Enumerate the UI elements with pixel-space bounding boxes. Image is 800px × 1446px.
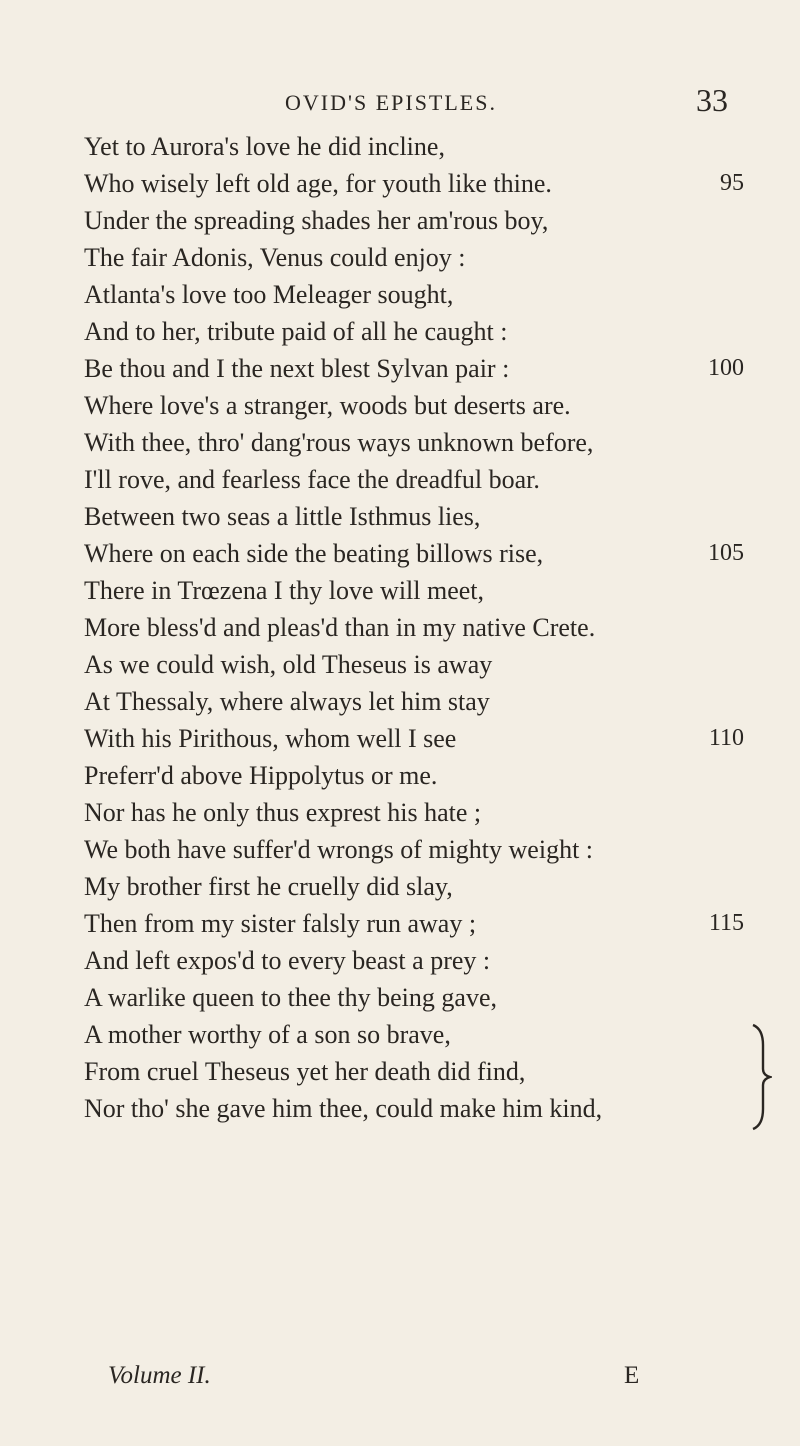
running-head: OVID'S EPISTLES. (285, 90, 497, 115)
page-number: 33 (696, 82, 728, 118)
line-number: 95 (720, 170, 744, 196)
verse-line (0, 942, 800, 979)
verse-line (0, 1090, 800, 1127)
verse-line (0, 276, 800, 313)
verse-text: Then from my sister falsly run away ; (84, 909, 477, 938)
verse-text: A warlike queen to thee thy being gave, (84, 983, 497, 1012)
verse-text: At Thessaly, where always let him stay (84, 687, 490, 716)
verse-line (0, 757, 800, 794)
line-number: 115 (708, 910, 744, 936)
verse-text: My brother first he cruelly did slay, (84, 872, 453, 901)
verse-text: The fair Adonis, Venus could enjoy : (84, 243, 466, 272)
verse-text: From cruel Theseus yet her death did find, (84, 1057, 526, 1086)
verse-line (0, 1053, 800, 1090)
verse-line (0, 794, 800, 831)
verse-line (0, 387, 800, 424)
verse-text: I'll rove, and fearless face the dreadful boar. (84, 465, 540, 494)
verse-line (0, 350, 800, 387)
volume-label: Volume II. (108, 1362, 211, 1389)
verse-line (0, 128, 800, 165)
page-header (0, 82, 800, 128)
verse-text: And left expos'd to every beast a prey : (84, 946, 491, 975)
verse-line (0, 424, 800, 461)
verse-line (0, 498, 800, 535)
verse-text: More bless'd and pleas'd than in my native Crete. (84, 613, 596, 642)
verse-text: And to her, tribute paid of all he caught : (84, 317, 508, 346)
verse-text: Nor tho' she gave him thee, could make him kind, (84, 1094, 603, 1123)
verse-line (0, 905, 800, 942)
verse-line (0, 461, 800, 498)
signature-mark: E (624, 1362, 640, 1389)
line-number: 105 (708, 540, 744, 566)
verse-line (0, 239, 800, 276)
verse-text: Atlanta's love too Meleager sought, (84, 280, 454, 309)
verse-text: With thee, thro' dang'rous ways unknown before, (84, 428, 594, 457)
verse-line (0, 202, 800, 239)
verse-line (0, 720, 800, 757)
verse-text: Where love's a stranger, woods but deserts are. (84, 391, 571, 420)
verse-text: Between two seas a little Isthmus lies, (84, 502, 481, 531)
verse-line (0, 609, 800, 646)
verse-line (0, 683, 800, 720)
verse-text: We both have suffer'd wrongs of mighty weight : (84, 835, 594, 864)
page-footer (0, 1362, 800, 1402)
verse-text: As we could wish, old Theseus is away (84, 650, 493, 679)
verse-line (0, 831, 800, 868)
verse-line (0, 1016, 800, 1053)
verse-text: There in Trœzena I thy love will meet, (84, 576, 485, 605)
verse-text: Where on each side the beating billows rise, (84, 539, 544, 568)
verse-line (0, 572, 800, 609)
verse-text: Preferr'd above Hippolytus or me. (84, 761, 438, 790)
verse-line (0, 313, 800, 350)
verse-line (0, 979, 800, 1016)
verse-text: Be thou and I the next blest Sylvan pair : (84, 354, 510, 383)
poem-text (0, 128, 800, 1127)
verse-line (0, 646, 800, 683)
verse-line (0, 165, 800, 202)
line-number: 100 (708, 355, 744, 381)
verse-text: A mother worthy of a son so brave, (84, 1020, 451, 1049)
verse-line (0, 535, 800, 572)
verse-text: Who wisely left old age, for youth like thine. (84, 169, 552, 198)
verse-text: Nor has he only thus exprest his hate ; (84, 798, 482, 827)
verse-text: With his Pirithous, whom well I see (84, 724, 457, 753)
verse-text: Yet to Aurora's love he did incline, (84, 132, 445, 161)
verse-text: Under the spreading shades her am'rous boy, (84, 206, 549, 235)
triplet-brace-icon (750, 1023, 772, 1131)
line-number: 110 (708, 725, 744, 751)
verse-line (0, 868, 800, 905)
